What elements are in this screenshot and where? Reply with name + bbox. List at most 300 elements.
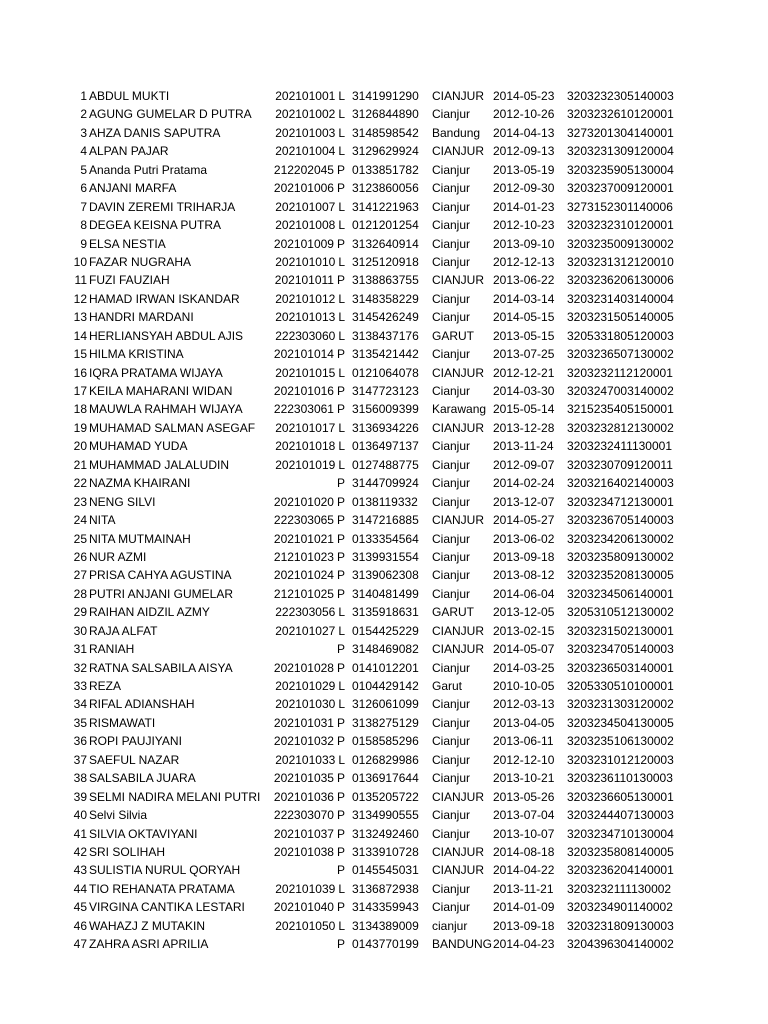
table-row [0,105,768,123]
student-nik: 3203234712130001 [567,494,674,509]
student-nik: 3273201304140001 [567,125,674,140]
student-name: SILVIA OKTAVIYANI [89,826,198,841]
student-nik: 3203234206130002 [567,531,674,546]
student-nik: 3203237009120001 [567,181,674,196]
student-nik: 3203231809130003 [567,918,674,933]
student-nis-sex [200,806,345,824]
student-sex: P [336,715,345,730]
student-nis-sex [200,695,345,713]
birth-place: Cianjur [432,291,471,306]
birth-place: Cianjur [432,347,471,362]
student-sex: L [338,623,345,638]
student-nisn: 3126061099 [352,697,419,712]
student-nis-sex [200,585,345,603]
table-row [0,935,768,953]
student-nisn: 3135918631 [352,605,419,620]
student-nis: 202101024 [273,568,334,583]
student-nis: 202101004 [275,144,336,159]
birth-date: 2014-01-23 [493,199,555,214]
student-name: WAHAZJ Z MUTAKIN [89,918,205,933]
student-sex: P [336,568,345,583]
student-nis-sex [200,474,345,492]
student-nik: 3203234710130004 [567,826,674,841]
student-name: REZA [89,679,122,693]
student-nis: 202101019 [275,457,336,472]
student-nis-sex [200,493,345,511]
table-row [0,751,768,769]
student-sex: L [338,107,345,122]
table-row [0,290,768,308]
birth-date: 2013-06-22 [493,273,555,288]
row-number: 12 [73,291,87,306]
student-nik: 3203216402140003 [567,476,674,491]
student-nik: 3203232305140003 [567,89,674,103]
student-name: NENG SILVI [89,494,156,509]
birth-place: CIANJUR [432,420,485,435]
student-nisn: 3143359943 [352,900,419,915]
student-name: DEGEA KEISNA PUTRA [89,218,222,233]
student-nis-sex [200,659,345,677]
birth-place: Cianjur [432,439,471,454]
student-nik: 3203232411130001 [567,439,672,454]
student-name: SALSABILA JUARA [89,771,196,786]
student-nis: 202101010 [275,254,336,269]
student-nis: 212101025 [273,586,334,601]
table-row [0,880,768,898]
student-nik: 3203231403140004 [567,291,674,306]
birth-date: 2014-05-07 [493,642,555,657]
student-nisn: 3132492460 [352,826,419,841]
student-nisn: 0154425229 [352,623,419,638]
birth-date: 2014-05-23 [493,89,555,103]
student-nis-sex [200,751,345,769]
student-nisn: 0133851782 [352,162,419,177]
student-nisn: 3133910728 [352,844,419,859]
student-sex: P [336,181,345,196]
student-nis-sex [200,400,345,418]
student-sex: P [336,384,345,398]
birth-date: 2013-04-05 [493,715,555,730]
student-nis: 202101032 [273,734,334,749]
student-nik: 3203236110130003 [567,771,673,786]
row-number: 35 [73,715,87,730]
table-row [0,843,768,861]
row-number: 27 [73,568,87,583]
student-nis: 202101013 [275,310,336,325]
student-sex: L [338,420,345,435]
birth-place: Cianjur [432,752,471,767]
table-row [0,585,768,603]
birth-date: 2013-11-21 [493,881,554,896]
birth-date: 2014-04-22 [493,863,555,878]
birth-date: 2012-09-13 [493,144,555,159]
student-sex: P [336,476,345,491]
birth-date: 2014-05-15 [493,310,555,325]
student-nis-sex [200,732,345,750]
student-nik: 3203236204140001 [567,863,674,878]
table-row [0,566,768,584]
student-name: ROPI PAUJIYANI [89,734,182,749]
student-nisn: 3148598542 [352,125,419,140]
birth-date: 2012-12-13 [493,254,555,269]
student-name: MUHAMMAD JALALUDIN [89,457,230,472]
student-nik: 3203231505140005 [567,310,674,325]
birth-place: BANDUNG [432,937,493,952]
student-nis-sex [200,511,345,529]
student-nis: 202101003 [275,125,336,140]
student-nisn: 3139062308 [352,568,419,583]
row-number: 31 [73,642,87,657]
student-name: SAEFUL NAZAR [89,752,180,767]
student-nis: 202101035 [273,771,334,786]
student-nisn: 3126844890 [352,107,419,122]
student-nis: 202101027 [275,623,336,638]
student-sex: P [336,863,345,878]
student-nik: 3204396304140002 [567,937,674,952]
student-nis-sex [200,437,345,455]
student-name: AGUNG GUMELAR D PUTRA [89,107,252,122]
student-name: MUHAMAD YUDA [89,439,188,454]
student-nik: 3203230709120011 [567,457,673,472]
student-nisn: 3138863755 [352,273,419,288]
student-name: ANJANI MARFA [89,181,177,196]
table-row [0,788,768,806]
row-number: 2 [80,107,87,122]
student-nis: 202101012 [275,291,336,306]
student-sex: L [338,918,345,933]
student-sex: P [336,642,345,657]
table-row [0,327,768,345]
birth-date: 2014-01-09 [493,900,555,915]
student-sex: P [336,586,345,601]
student-name: MAUWLA RAHMAH WIJAYA [89,402,243,417]
row-number: 46 [73,918,87,933]
table-row [0,861,768,879]
birth-date: 2014-06-04 [493,586,555,601]
row-number: 14 [73,328,87,343]
row-number: 4 [80,144,87,159]
student-nisn: 0145545031 [352,863,419,878]
student-nisn: 0126829986 [352,752,419,767]
student-nis-sex [200,364,345,382]
table-row [0,714,768,732]
student-nik: 3203231012120003 [567,752,674,767]
student-nisn: 3141991290 [352,89,419,103]
student-name: NITA MUTMAINAH [89,531,191,546]
student-nik: 3203235809130002 [567,549,674,564]
row-number: 10 [73,254,87,269]
student-nis: 202101002 [275,107,336,122]
student-sex: L [338,310,345,325]
student-nis-sex [200,917,345,935]
birth-place: CIANJUR [432,273,485,288]
student-nis-sex [200,769,345,787]
student-nik: 3205331805120003 [567,328,674,343]
student-nik: 3203235208130005 [567,568,674,583]
birth-date: 2013-05-19 [493,162,555,177]
table-row [0,400,768,418]
student-nis: 202101001 [275,89,336,103]
birth-date: 2013-09-18 [493,549,555,564]
birth-place: Cianjur [432,162,471,177]
table-row [0,345,768,363]
student-nis-sex [200,714,345,732]
birth-date: 2013-10-07 [493,826,555,841]
birth-place: CIANJUR [432,623,485,638]
row-number: 5 [80,162,87,177]
row-number: 17 [73,384,87,398]
student-sex: P [336,900,345,915]
student-nis-sex [200,124,345,142]
birth-date: 2012-03-13 [493,697,555,712]
student-nik: 3203231309120004 [567,144,674,159]
student-name: RAJA ALFAT [89,623,158,638]
birth-date: 2014-02-24 [493,476,555,491]
student-table [0,87,768,954]
student-nis-sex [200,603,345,621]
student-nik: 3203236605130001 [567,789,674,804]
student-nis-sex [200,87,345,105]
birth-place: Cianjur [432,254,471,269]
birth-place: GARUT [432,605,474,620]
student-nisn: 3138275129 [352,715,419,730]
student-nisn: 3147216885 [352,513,419,528]
student-nis: 202101009 [273,236,334,251]
row-number: 38 [73,771,87,786]
student-name: NITA [89,513,116,528]
student-nik: 3203234506140001 [567,586,674,601]
student-nisn: 3139931554 [352,549,419,564]
row-number: 15 [73,347,87,362]
student-sex: L [338,697,345,712]
student-nisn: 3136934226 [352,420,419,435]
student-nik: 3203232812130002 [567,420,674,435]
student-nis-sex [200,788,345,806]
birth-place: Garut [432,679,463,693]
row-number: 37 [73,752,87,767]
student-nis-sex [200,456,345,474]
student-nis: 202101014 [273,347,334,362]
student-nis: 202101038 [273,844,334,859]
table-row [0,548,768,566]
student-nisn: 0138119332 [352,494,418,509]
student-nis: 222303070 [273,808,334,823]
row-number: 28 [73,586,87,601]
student-nis: 202101030 [275,697,336,712]
student-sex: P [336,826,345,841]
student-nis: 202101037 [273,826,334,841]
birth-date: 2012-09-07 [493,457,555,472]
row-number: 36 [73,734,87,749]
student-nik: 3203236206130006 [567,273,674,288]
row-number: 39 [73,789,87,804]
row-number: 18 [73,402,87,417]
birth-place: Cianjur [432,586,471,601]
student-name: FUZI FAUZIAH [89,273,170,288]
student-nis-sex [200,161,345,179]
row-number: 40 [73,808,87,823]
birth-date: 2013-11-24 [493,439,554,454]
birth-date: 2012-12-10 [493,752,555,767]
birth-date: 2014-03-25 [493,660,555,675]
student-sex: L [338,144,345,159]
student-nis: 202101036 [273,789,334,804]
birth-date: 2013-09-18 [493,918,555,933]
student-nik: 3205310512130002 [567,605,674,620]
student-sex: P [336,937,345,952]
student-nis: 222303065 [273,513,334,528]
student-nisn: 3145426249 [352,310,419,325]
student-nis: 202101011 [274,273,334,288]
student-nis-sex [200,530,345,548]
birth-date: 2013-07-25 [493,347,555,362]
birth-place: Karawang [432,402,487,417]
student-sex: L [338,881,345,896]
student-nis: 202101015 [275,365,336,380]
student-nis-sex [200,880,345,898]
student-nik: 3203236507130002 [567,347,674,362]
student-name: TIO REHANATA PRATAMA [89,881,235,896]
student-name: KEILA MAHARANI WIDAN [89,384,233,398]
birth-date: 2013-05-15 [493,328,555,343]
birth-date: 2012-09-30 [493,181,555,196]
table-row [0,530,768,548]
student-name: HANDRI MARDANI [89,310,194,325]
table-row [0,235,768,253]
student-nik: 3203235808140005 [567,844,674,859]
student-nisn: 3132640914 [352,236,419,251]
row-number: 21 [73,457,87,472]
row-number: 47 [73,937,87,952]
row-number: 42 [73,844,87,859]
student-nisn: 3136872938 [352,881,419,896]
row-number: 32 [73,660,87,675]
student-name: ABDUL MUKTI [89,89,170,103]
student-nik: 3203231502130001 [567,623,674,638]
student-sex: L [338,439,345,454]
row-number: 1 [80,89,87,103]
student-nisn: 3148358229 [352,291,419,306]
table-row [0,271,768,289]
student-nisn: 0136917644 [352,771,419,786]
student-nis: 202101021 [273,531,334,546]
student-nik: 3203232112120001 [567,365,673,380]
student-nis-sex [200,622,345,640]
student-nisn: 3134389009 [352,918,419,933]
student-nisn: 3140481499 [352,586,419,601]
birth-place: CIANJUR [432,144,485,159]
student-nisn: 0143770199 [352,937,419,952]
birth-place: Cianjur [432,771,471,786]
student-nik: 3203247003140002 [567,384,674,398]
birth-place: CIANJUR [432,365,485,380]
student-nis-sex [200,382,345,400]
birth-place: Cianjur [432,660,471,675]
student-nik: 3203244407130003 [567,808,674,823]
student-nik: 3203235106130002 [567,734,674,749]
student-name: VIRGINA CANTIKA LESTARI [89,900,245,915]
student-nis-sex [200,216,345,234]
table-row [0,198,768,216]
table-row [0,474,768,492]
student-sex: P [336,734,345,749]
table-row [0,825,768,843]
student-nis-sex [200,419,345,437]
student-nik: 3203236705140003 [567,513,674,528]
student-nik: 3203235905130004 [567,162,674,177]
student-sex: L [338,457,345,472]
student-nis: 202101040 [273,900,334,915]
birth-date: 2012-10-23 [493,218,555,233]
student-name: RISMAWATI [89,715,156,730]
birth-place: Cianjur [432,734,471,749]
table-row [0,622,768,640]
student-nis-sex [200,861,345,879]
birth-date: 2014-05-27 [493,513,555,528]
birth-place: Cianjur [432,476,471,491]
birth-place: Cianjur [432,384,471,398]
student-nis: 202101029 [275,679,336,693]
student-name: FAZAR NUGRAHA [89,254,192,269]
row-number: 43 [73,863,87,878]
student-name: SULISTIA NURUL QORYAH [89,863,241,878]
student-name: MUHAMAD SALMAN ASEGAF [89,420,256,435]
birth-place: Cianjur [432,881,471,896]
student-name: NAZMA KHAIRANI [89,476,191,491]
student-nis-sex [200,198,345,216]
student-nis-sex [200,566,345,584]
student-nisn: 3123860056 [352,181,419,196]
student-nisn: 3129629924 [352,144,419,159]
birth-place: Cianjur [432,826,471,841]
birth-place: Cianjur [432,218,471,233]
student-nik: 3215235405150001 [567,402,674,417]
row-number: 16 [73,365,87,380]
student-nisn: 0127488775 [352,457,419,472]
student-nik: 3203236503140001 [567,660,674,675]
birth-date: 2014-08-18 [493,844,555,859]
student-name: PUTRI ANJANI GUMELAR [89,586,234,601]
student-nik: 3203232310120001 [567,218,674,233]
student-nis-sex [200,677,345,695]
birth-date: 2013-07-04 [493,808,555,823]
table-row [0,419,768,437]
student-sex: L [338,679,345,693]
birth-place: CIANJUR [432,513,485,528]
birth-place: Cianjur [432,900,471,915]
student-name: ALPAN PAJAR [89,144,169,159]
row-number: 33 [73,679,87,693]
student-nik: 3273152301140006 [567,199,673,214]
row-number: 34 [73,697,87,712]
student-name: SELMI NADIRA MELANI PUTRI [89,789,261,804]
student-nis: 202101033 [275,752,336,767]
table-row [0,695,768,713]
student-sex: P [336,273,345,288]
table-row [0,769,768,787]
row-number: 20 [73,439,87,454]
row-number: 3 [80,125,87,140]
birth-date: 2012-10-26 [493,107,555,122]
student-nis-sex [200,271,345,289]
birth-date: 2013-12-07 [493,494,555,509]
student-nisn: 3144709924 [352,476,419,491]
student-nis: 202101006 [273,181,334,196]
student-name: RIFAL ADIANSHAH [89,697,195,712]
birth-date: 2013-06-11 [493,734,554,749]
birth-place: Cianjur [432,568,471,583]
student-sex: L [338,365,345,380]
